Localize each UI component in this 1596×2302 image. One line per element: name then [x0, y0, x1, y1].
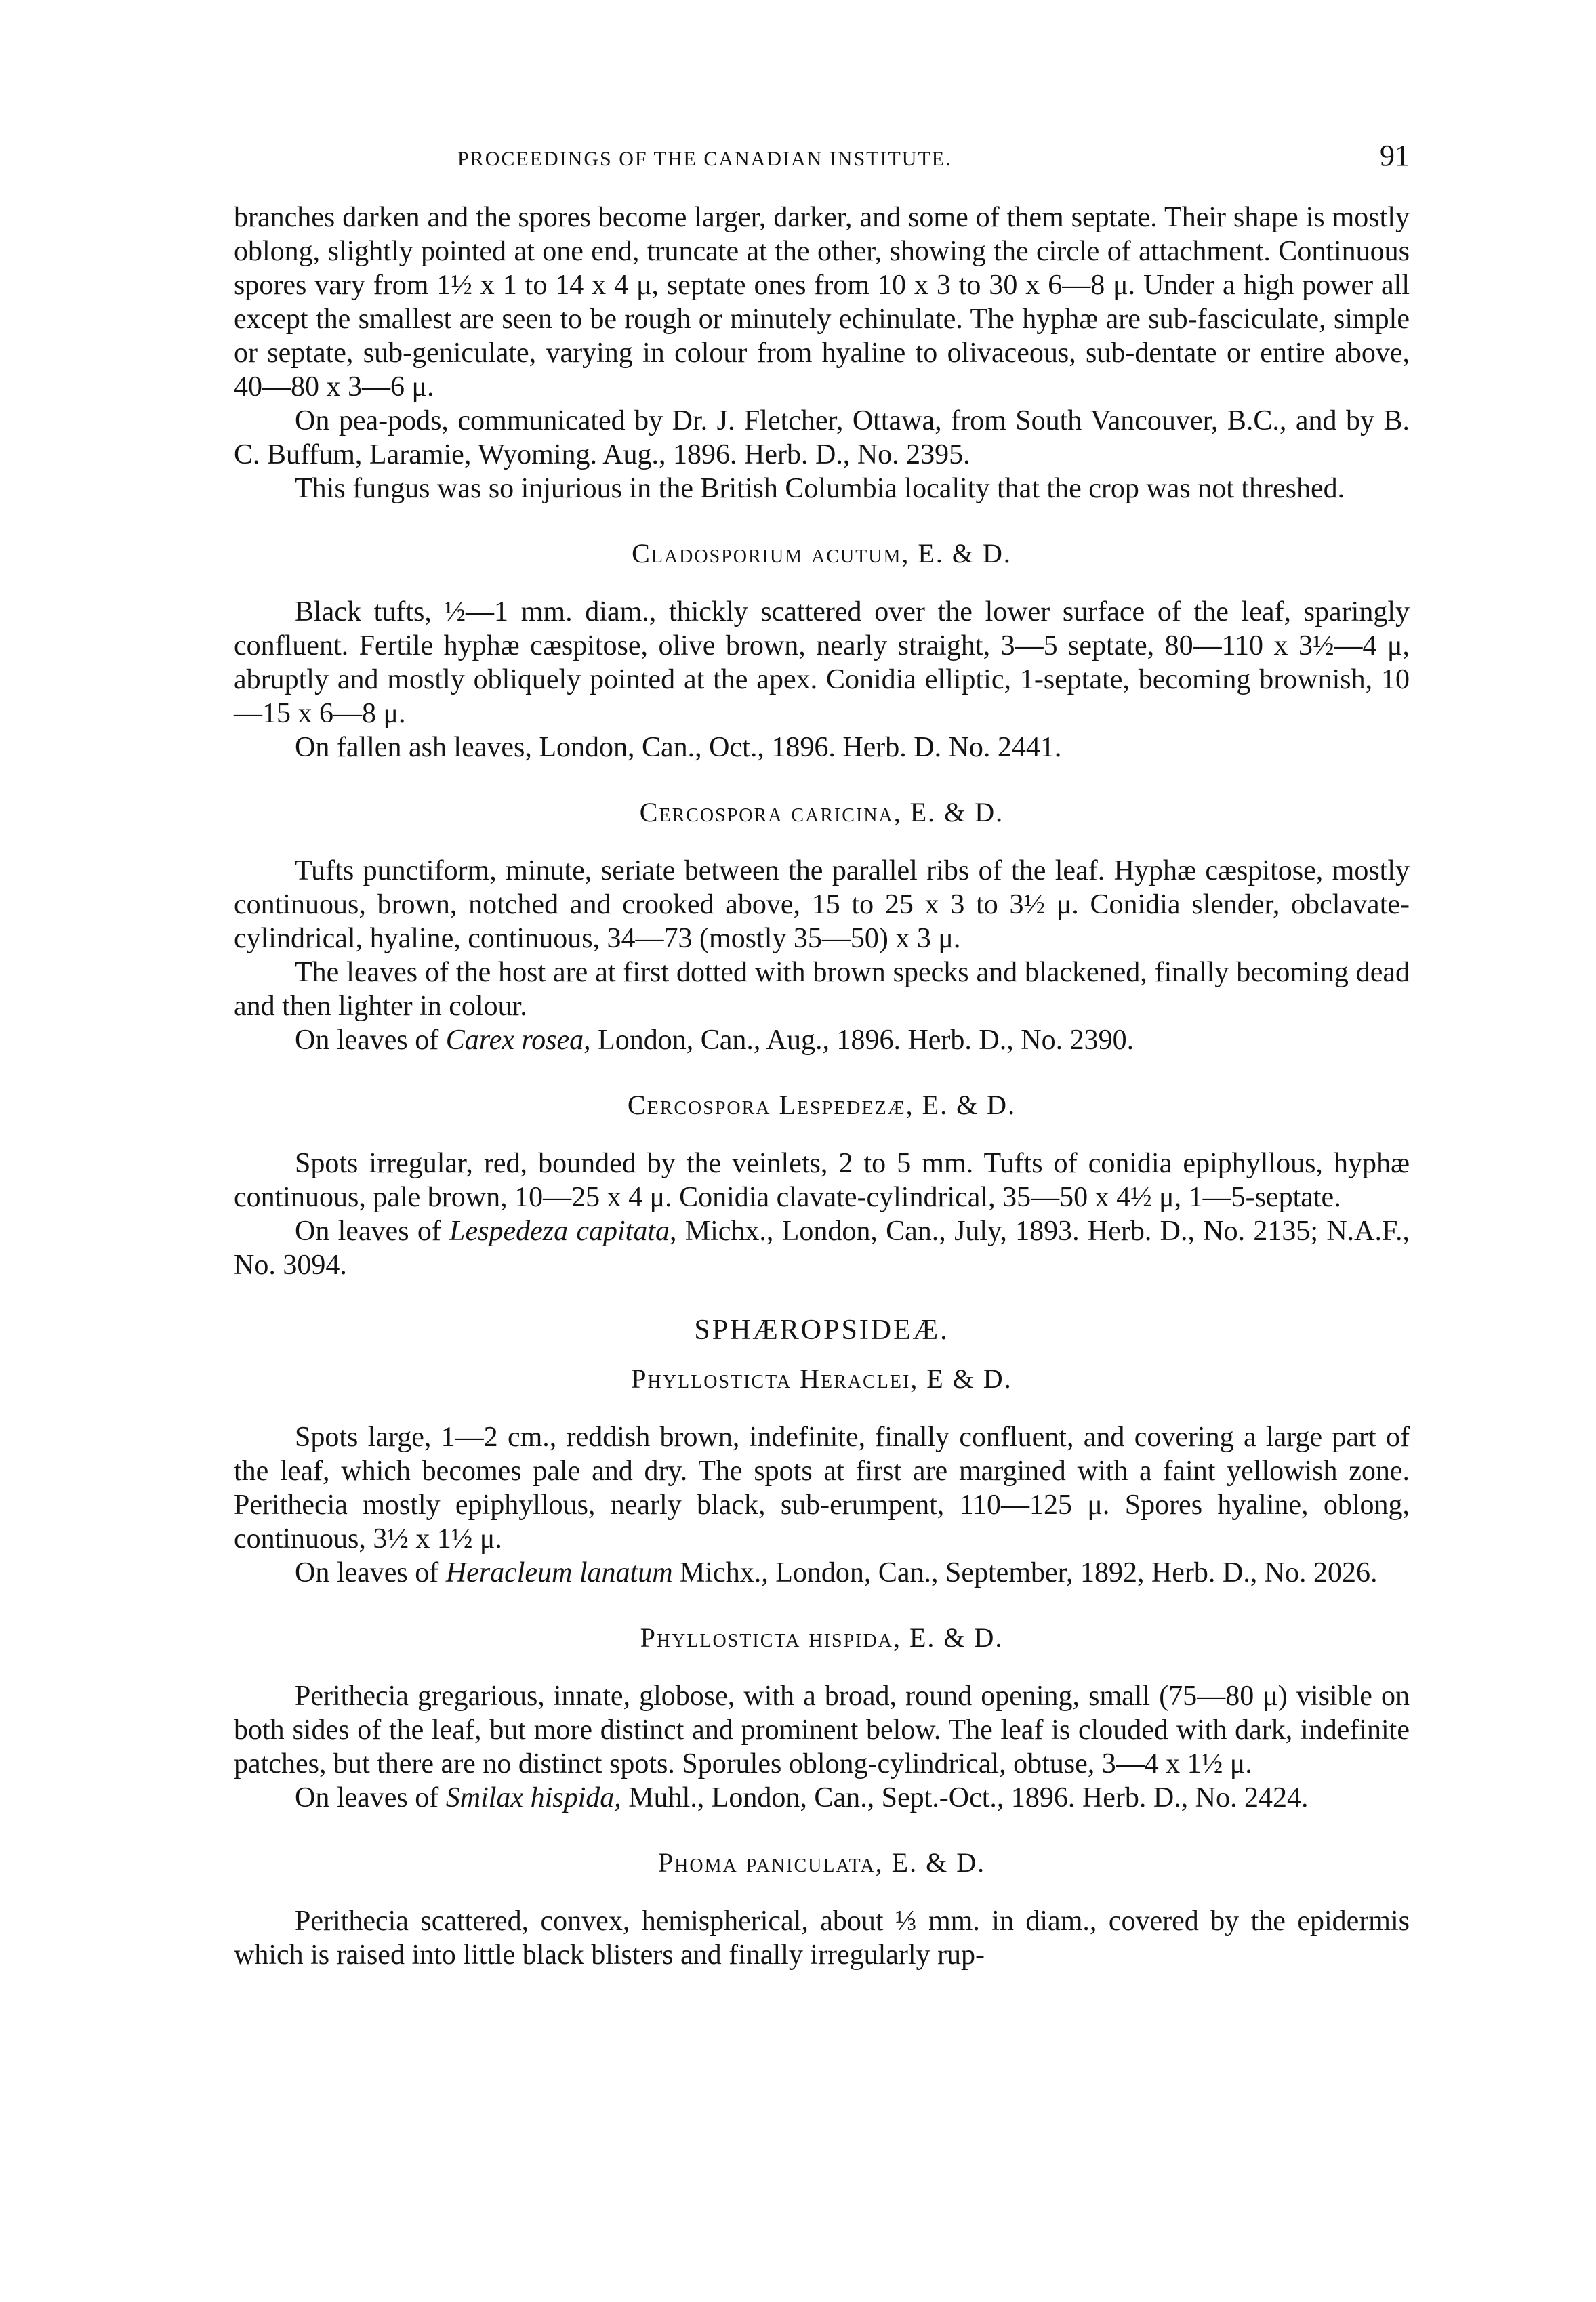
text-run: On leaves of [295, 1216, 450, 1247]
text-run: , London, Can., Aug., 1896. Herb. D., No. 2390. [584, 1025, 1134, 1056]
paragraph: Spots irregular, red, bounded by the veinlets, 2 to 5 mm. Tufts of conidia epiphyllous, hyphæ continuous, pale brown, 10—25 x 4 μ. Conidia clavate-cylindrical, 35—50 x 4½ μ, 1—5-septate. [234, 1148, 1410, 1213]
species-phyllosticta-hispida [234, 1621, 1410, 1815]
host-name: Lespedeza capitata [449, 1216, 670, 1247]
paragraph: Tufts punctiform, minute, seriate between the parallel ribs of the leaf. Hyphæ cæspitose, mostly continuous, brown, notched and crooked above, 15 to 25 x 3 to 3½ μ. Conidia slender, obclavate-cylindrical, hyaline, continuous, 34—73 (mostly 35—50) x 3 μ. [234, 855, 1410, 954]
family-heading: SPHÆROPSIDEÆ. [694, 1315, 949, 1346]
body-text [234, 201, 1410, 1972]
page [234, 136, 1410, 1972]
paragraph: This fungus was so injurious in the British Columbia locality that the crop was not threshed. [295, 473, 1345, 504]
paragraph: Perithecia scattered, convex, hemispherical, about ⅓ mm. in diam., covered by the epidermis which is raised into little black blisters and finally irregularly rup- [234, 1906, 1410, 1971]
species-heading: Phyllosticta Heraclei, E & D. [631, 1363, 1012, 1394]
text-run: , Muhl., London, Can., Sept.-Oct., 1896. Herb. D., No. 2424. [614, 1782, 1309, 1813]
page-number: 91 [1380, 139, 1410, 172]
text-run: , Michx., London, Can., July, 1893. Herb. D., No. 2135; N.A.F., No. 3094. [234, 1216, 1410, 1281]
paragraph: The leaves of the host are at first dotted with brown specks and blackened, finally becoming dead and then lighter in colour. [234, 957, 1410, 1022]
paragraph [234, 1214, 1410, 1282]
text-run: On leaves of [295, 1782, 446, 1813]
species-phyllosticta-heraclei [234, 1362, 1410, 1590]
paragraph: branches darken and the spores become larger, darker, and some of them septate. Their shape is mostly oblong, slightly pointed at one end, truncate at the other, showing the circle of attachment. Continuous spores vary from 1½ x 1 to 14 x 4 μ, septate ones from 10 x 3 to 30 x 6—8 μ. Under a high power all except the smallest are seen to be rough or minutely echinulate. The hyphæ are sub-fasciculate, simple or septate, sub-geniculate, varying in colour from hyaline to olivaceous, sub-dentate or entire above, 40—80 x 3—6 μ. [234, 202, 1410, 403]
paragraph: On fallen ash leaves, London, Can., Oct., 1896. Herb. D. No. 2441. [295, 732, 1062, 763]
running-head [234, 136, 1410, 176]
text-run: Michx., London, Can., September, 1892, Herb. D., No. 2026. [672, 1557, 1378, 1588]
paragraph [234, 1781, 1410, 1815]
paragraph: Spots large, 1—2 cm., reddish brown, indefinite, finally confluent, and covering a large part of the leaf, which becomes pale and dry. The spots at first are margined with a faint yellowish zone. Perithecia mostly epiphyllous, nearly black, sub-erumpent, 110—125 μ. Spores hyaline, oblong, continuous, 3½ x 1½ μ. [234, 1422, 1410, 1555]
continuation-section [234, 201, 1410, 506]
host-name: Carex rosea [445, 1025, 584, 1056]
species-heading: Cladosporium acutum, E. & D. [632, 538, 1012, 569]
host-name: Heracleum lanatum [445, 1557, 673, 1588]
species-heading: Phoma paniculata, E. & D. [657, 1847, 986, 1878]
paragraph: Perithecia gregarious, innate, globose, with a broad, round opening, small (75—80 μ) visible on both sides of the leaf, but more distinct and prominent below. The leaf is clouded with dark, indefinite patches, but there are no distinct spots. Sporules oblong-cylindrical, obtuse, 3—4 x 1½ μ. [234, 1681, 1410, 1780]
paragraph: Black tufts, ½—1 mm. diam., thickly scattered over the lower surface of the leaf, sparingly confluent. Fertile hyphæ cæspitose, olive brown, nearly straight, 3—5 septate, 80—110 x 3½—4 μ, abruptly and mostly obliquely pointed at the apex. Conidia elliptic, 1-septate, becoming brownish, 10—15 x 6—8 μ. [234, 596, 1410, 729]
text-run: On leaves of [295, 1025, 446, 1056]
species-phoma-paniculata [234, 1846, 1410, 1972]
text-run: On leaves of [295, 1557, 446, 1588]
species-heading: Cercospora caricina, E. & D. [639, 797, 1004, 827]
species-heading: Cercospora Lespedezæ, E. & D. [627, 1090, 1017, 1120]
species-cercospora-caricina [234, 796, 1410, 1057]
species-cercospora-lespedezae [234, 1088, 1410, 1282]
paragraph [234, 1556, 1410, 1590]
running-head-title: PROCEEDINGS OF THE CANADIAN INSTITUTE. [457, 148, 952, 170]
host-name: Smilax hispida [445, 1782, 615, 1813]
paragraph: On pea-pods, communicated by Dr. J. Fletcher, Ottawa, from South Vancouver, B.C., and by B. C. Buffum, Laramie, Wyoming. Aug., 1896. Herb. D., No. 2395. [234, 405, 1410, 470]
paragraph [234, 1023, 1410, 1057]
species-heading: Phyllosticta hispida, E. & D. [640, 1622, 1004, 1653]
species-cladosporium-acutum [234, 537, 1410, 764]
